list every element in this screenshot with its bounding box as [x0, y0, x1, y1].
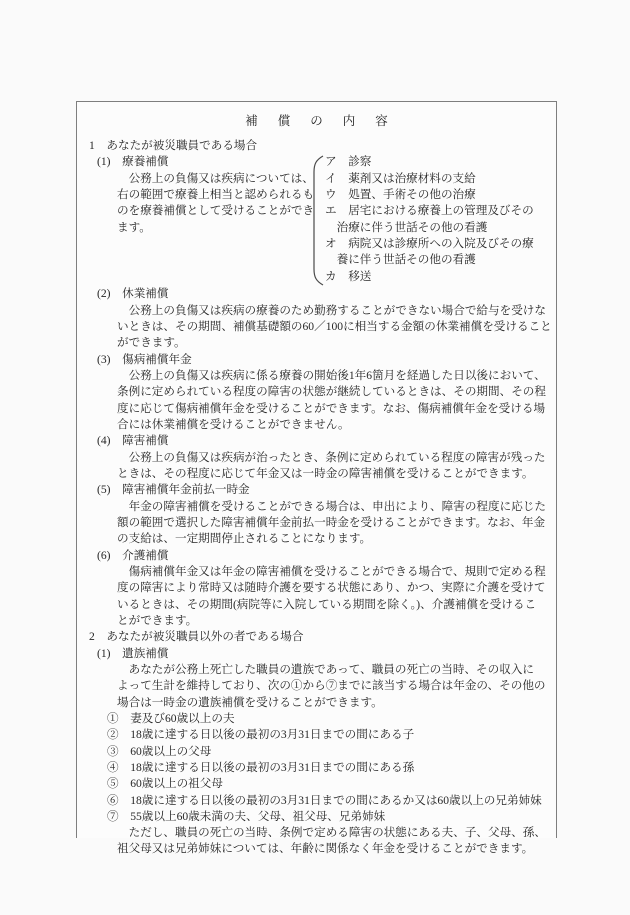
- text-line: 2 あなたが被災職員以外の者である場合: [89, 630, 304, 644]
- text-line: 度の障害により常時又は随時介護を要する状態にあり、かつ、実際に介護を受けて: [117, 581, 546, 595]
- text-line: 条例に定められている程度の障害の状態が継続しているときは、その期間、その程: [117, 385, 546, 399]
- text-line: いるときは、その期間(病院等に入院している期間を除く。)、介護補償を受けるこ: [117, 597, 537, 611]
- text-line: 右の範囲で療養上相当と認められるも: [117, 187, 315, 201]
- text-line: ウ 処置、手術その他の治療: [325, 187, 476, 201]
- text-line: 公務上の負傷又は疾病については、: [117, 171, 314, 185]
- text-line: の支給は、一定期間停止されることになります。: [117, 532, 372, 546]
- text-line: (3) 傷病補償年金: [97, 352, 192, 366]
- text-line: イ 薬剤又は治療材料の支給: [325, 171, 476, 185]
- medical-compensation-text: [97, 154, 315, 236]
- text-line: ア 診察: [325, 155, 372, 169]
- text-line: (1) 遺族補償: [97, 646, 169, 660]
- survivor-beneficiary-list: [77, 711, 556, 825]
- section-1-heading: [77, 138, 556, 154]
- text-line: (1) 療養補償: [97, 155, 169, 169]
- text-line: ます。: [117, 220, 151, 234]
- text-line: ができます。: [117, 336, 186, 350]
- text-line: 公務上の負傷又は疾病の療養のため勤務することができない場合で給与を受けな: [117, 303, 546, 317]
- left-parenthesis-bracket-icon: [309, 155, 325, 286]
- text-line: いときは、その期間、補償基礎額の60／100に相当する金額の休業補償を受けること: [117, 319, 552, 333]
- text-line: (6) 介護補償: [97, 548, 169, 562]
- survivor-compensation-block: [77, 646, 556, 711]
- injury-disease-pension-block: [77, 352, 556, 434]
- leave-compensation-block: [77, 286, 556, 351]
- text-line: 場合は一時金の遺族補償を受けることができます。: [117, 695, 383, 709]
- compensation-document-box: [76, 101, 557, 856]
- text-line: ② 18歳に達する日以後の最初の3月31日までの間にある子: [107, 728, 415, 742]
- survivor-proviso-block: [77, 825, 556, 858]
- text-line: 度に応じて傷病補償年金を受けることができます。なお、傷病補償年金を受ける場: [117, 401, 546, 415]
- disability-compensation-block: [77, 433, 556, 482]
- text-line: ③ 60歳以上の父母: [107, 744, 212, 758]
- pension-advance-lumpsum-block: [77, 482, 556, 547]
- text-line: ⑦ 55歳以上60歳未満の夫、父母、祖父母、兄弟姉妹: [107, 809, 386, 823]
- text-line: ① 妻及び60歳以上の夫: [107, 711, 235, 725]
- section-2-heading: [77, 629, 556, 645]
- nursing-care-compensation-block: [77, 548, 556, 630]
- text-line: ④ 18歳に達する日以後の最初の3月31日までの間にある孫: [107, 760, 415, 774]
- text-line: 合には休業補償を受けることができません。: [117, 417, 350, 431]
- text-line: (2) 休業補償: [97, 287, 169, 301]
- text-line: 1 あなたが被災職員である場合: [89, 139, 258, 152]
- text-line: エ 居宅における療養上の管理及びその: [325, 204, 534, 218]
- text-line: (5) 障害補償年金前払一時金: [97, 483, 250, 497]
- text-line: とができます。: [117, 613, 198, 627]
- text-line: ときは、その程度に応じて年金又は一時金の障害補償を受けることができます。: [117, 466, 534, 480]
- medical-care-scope-list: [325, 154, 556, 285]
- text-line: ただし、職員の死亡の当時、条例で定める障害の状態にある夫、子、父母、孫、: [117, 826, 546, 840]
- text-line: カ 移送: [325, 269, 372, 283]
- text-line: (4) 障害補償: [97, 434, 169, 448]
- text-line: ⑥ 18歳に達する日以後の最初の3月31日までの間にあるか又は60歳以上の兄弟姉妹: [107, 793, 542, 807]
- page-title: 補償の内容: [245, 114, 408, 128]
- text-line: オ 病院又は診療所への入院及びその療: [325, 236, 534, 250]
- medical-compensation-block: [77, 154, 556, 286]
- text-line: 公務上の負傷又は疾病に係る療養の開始後1年6箇月を経過した日以後において、: [117, 368, 546, 382]
- text-line: 祖父母又は兄弟姉妹については、年齢に関係なく年金を受けることができます。: [117, 842, 534, 856]
- text-line: 傷病補償年金又は年金の障害補償を受けることができる場合で、規則で定める程: [117, 564, 546, 578]
- text-line: よって生計を維持しており、次の①から⑦までに該当する場合は年金の、その他の: [117, 679, 546, 693]
- text-line: 公務上の負傷又は疾病が治ったとき、条例に定められている程度の障害が残った: [117, 450, 546, 464]
- text-line: 額の範囲で選択した障害補償年金前払一時金を受けることができます。なお、年金: [117, 515, 546, 529]
- text-line: のを療養補償として受けることができ: [117, 204, 315, 218]
- text-line: ⑤ 60歳以上の祖父母: [107, 777, 223, 791]
- text-line: 養に伴う世話その他の看護: [325, 253, 476, 267]
- text-line: 年金の障害補償を受けることができる場合は、申出により、障害の程度に応じた: [117, 499, 546, 513]
- text-line: あなたが公務上死亡した職員の遺族であって、職員の死亡の当時、その収入に: [117, 662, 535, 676]
- text-line: 治療に伴う世話その他の看護: [325, 220, 488, 234]
